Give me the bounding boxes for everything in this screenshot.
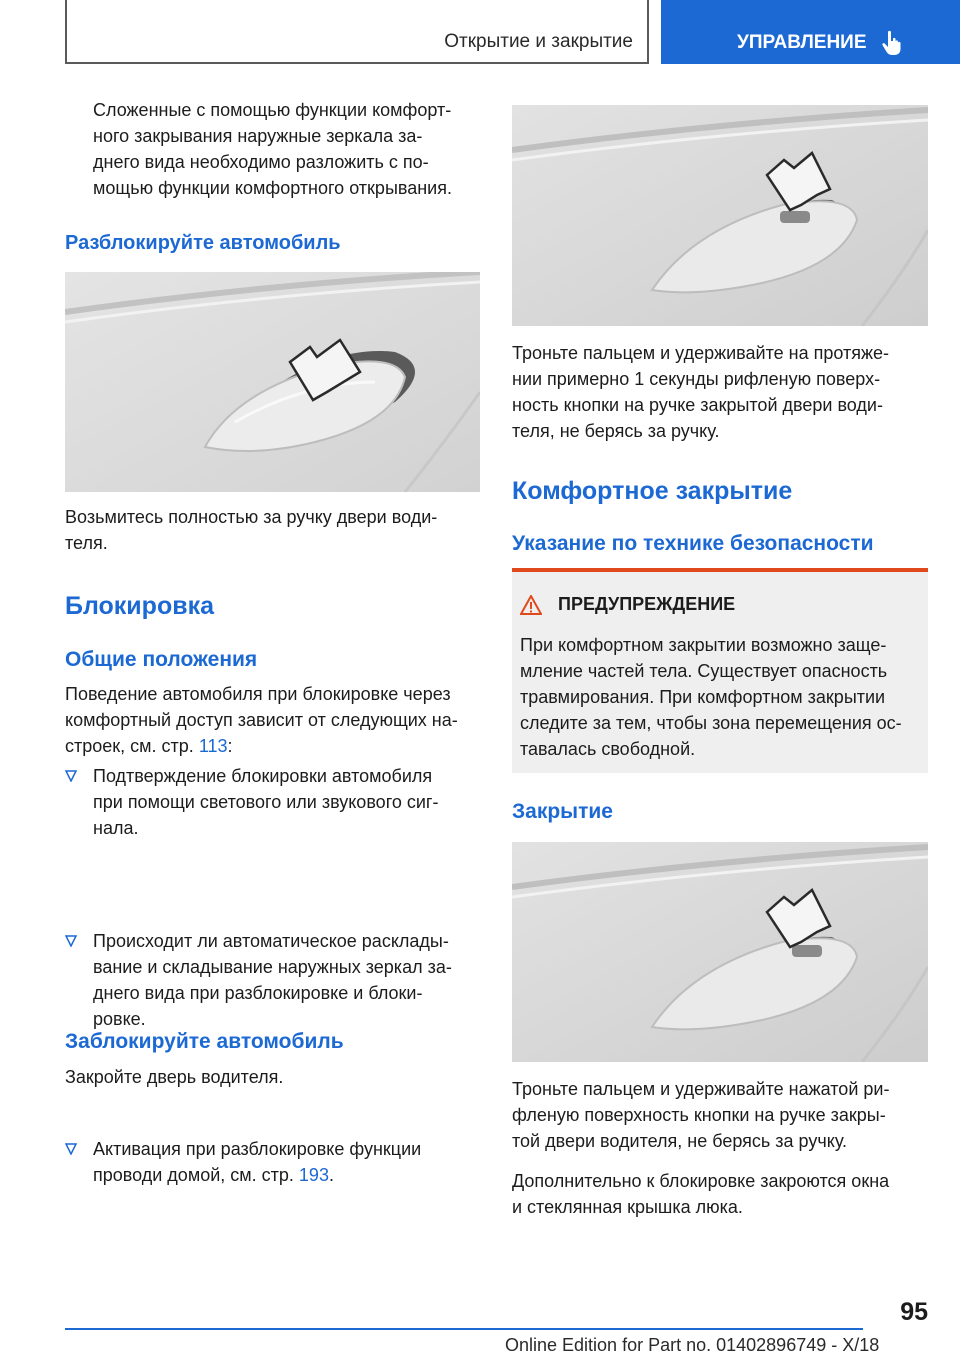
caption-line: Троньте пальцем и удерживайте нажатой ри- [512, 1079, 890, 1099]
intro-line: мощью функции комфортного открывания. [93, 178, 452, 198]
lock-car-text: Закройте дверь водителя. [65, 1067, 284, 1087]
bullet-line: вание и складывание наружных зеркал за- [93, 957, 452, 977]
general-line: комфортный доступ зависит от следующих на- [65, 710, 458, 730]
warning-triangle-icon [520, 595, 542, 615]
bullet-line [93, 1162, 508, 1188]
caption-line: теля. [65, 533, 108, 553]
bullet-line-text: проводи домой, см. стр. [93, 1165, 294, 1185]
extra-paragraph [512, 1168, 928, 1220]
bullet-line: нала. [93, 818, 139, 838]
bullet-item [65, 1136, 508, 1188]
comfort-heading: Комфортное закрытие [512, 477, 793, 505]
lock-car-heading: Заблокируйте автомобиль [65, 1030, 344, 1053]
colon: : [227, 736, 233, 756]
intro-line: днего вида необходимо разложить с по- [93, 152, 429, 172]
edition-text: Online Edition for Part no. 01402896749 - X/18 [505, 1335, 880, 1355]
caption-line: теля, не берясь за ручку. [512, 421, 720, 441]
door-handle-unlock-photo [65, 272, 480, 492]
extra-line: Дополнительно к блокировке закроются окна [512, 1171, 890, 1191]
door-handle-touch-photo [512, 105, 928, 326]
caption-line: ность кнопки на ручке закрытой двери води- [512, 395, 883, 415]
safety-heading: Указание по технике безопасности [512, 532, 874, 555]
closing-heading: Закрытие [512, 800, 613, 823]
section-title: УПРАВЛЕНИЕ [737, 32, 867, 53]
caption-line: нии примерно 1 секунды рифленую поверх- [512, 369, 881, 389]
bullet-line: Происходит ли автоматическое расклады- [93, 931, 449, 951]
caption-line: той двери водителя, не берясь за ручку. [512, 1131, 848, 1151]
warning-line: травмирования. При комфортном закрытии [520, 687, 886, 707]
bullet-line: Подтверждение блокировки автомобиля [93, 766, 433, 786]
bullet-line: днего вида при разблокировке и блоки- [93, 983, 423, 1003]
general-heading: Общие положения [65, 648, 258, 671]
caption-line: Возьмитесь полностью за ручку двери води- [65, 507, 438, 527]
warning-line: При комфортном закрытии возможно заще- [520, 635, 887, 655]
warning-box [512, 568, 928, 773]
warning-text [520, 632, 920, 762]
page-link-193[interactable]: 193 [298, 1165, 329, 1185]
bullet-line: Активация при разблокировке функции [93, 1139, 422, 1159]
period: . [328, 1165, 334, 1185]
bullet-item [65, 763, 508, 841]
intro-line: Сложенные с помощью функции комфорт- [93, 100, 452, 120]
bullet-item [65, 928, 508, 1032]
warning-line: тавалась свободной. [520, 739, 696, 759]
bullet-triangle-icon [65, 1143, 77, 1155]
page-number: 95 [900, 1298, 928, 1326]
warning-line: следите за тем, чтобы зона перемещения ос- [520, 713, 902, 733]
unlock-heading: Разблокируйте автомобиль [65, 232, 341, 254]
extra-line: и стеклянная крышка люка. [512, 1197, 743, 1217]
section-tab [661, 0, 960, 64]
lock-heading: Блокировка [65, 592, 214, 620]
warning-line: мление частей тела. Существует опасность [520, 661, 888, 681]
bullet-triangle-icon [65, 770, 77, 782]
warning-title: ПРЕДУПРЕЖДЕНИЕ [558, 594, 736, 614]
caption-line: Троньте пальцем и удерживайте на протяже- [512, 343, 890, 363]
general-line [65, 733, 480, 759]
door-handle-closing-photo [512, 842, 928, 1062]
closing-caption [512, 1076, 928, 1154]
chapter-tab [65, 0, 649, 64]
hand-pointer-icon [881, 30, 905, 56]
general-paragraph [65, 681, 480, 759]
unlock-caption [65, 504, 480, 556]
touch-caption [512, 340, 928, 444]
bullet-line: ровке. [93, 1009, 146, 1029]
chapter-title: Открытие и закрытие [444, 31, 633, 52]
bullet-triangle-icon [65, 935, 77, 947]
general-line-tail: строек, см. стр. [65, 736, 194, 756]
page-link-113[interactable]: 113 [198, 736, 228, 756]
intro-line: ного закрывания наружные зеркала за- [93, 126, 423, 146]
footer-divider [65, 1328, 863, 1330]
warning-header [520, 594, 735, 615]
general-line: Поведение автомобиля при блокировке через [65, 684, 451, 704]
caption-line: фленую поверхность кнопки на ручке закры- [512, 1105, 886, 1125]
bullet-line: при помощи светового или звукового сиг- [93, 792, 439, 812]
intro-paragraph [93, 97, 483, 201]
